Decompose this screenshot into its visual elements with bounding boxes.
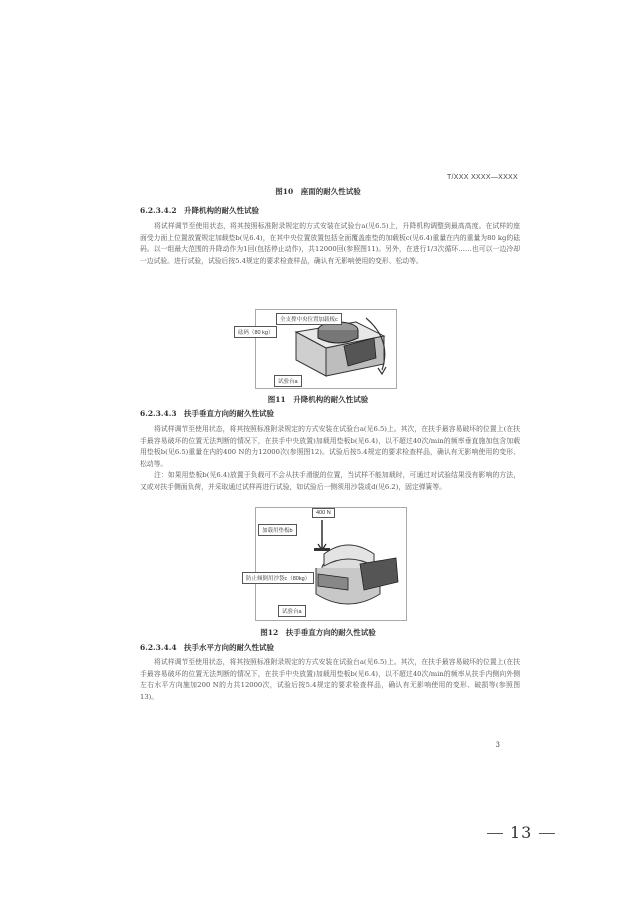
folio-dash-right — [539, 833, 555, 834]
section-paragraph-lift: 将试样调节至使用状态，将其按照标准附录规定的方式安装在试验台a(见6.5)上，升降机构调整到最高高度。在试样的座面受力面上位置放置规定加载垫b(见6.4)，在其中央位置放置包括全面覆盖座垫的加载板c(见6.4)重量在内的重量为80 kg的砝码。以一组最大范围的升降动作为1回(包括停止动作)，共12000回(参照图11)。另外，在进行1/3次循环……也可以一边冷却一边试验。进行试验，试验后按5.4规定的要求检查样品，确认有无影响使用的变形、松动等。 — [140, 222, 520, 265]
figure11-illustration — [238, 309, 397, 389]
section-paragraph-arm-vertical-2: 注：如果用垫板b(见6.4)放置于负载可不会从扶手滑脱的位置，当试样不能加载时，可通过对试验结果没有影响的方法，又或对扶手侧面负荷，并采取通过试样再进行试验，如试验后一侧须用沙袋或d(见6.2)，固定弹簧等。 — [140, 471, 520, 491]
inner-page-number: 3 — [495, 741, 500, 749]
section-heading-arm-horizontal: 6.2.3.4.4 扶手水平方向的耐久性试验 — [140, 643, 275, 652]
figure12-label-stand: 试验台a — [278, 605, 306, 617]
figure11-caption: 图11 升降机构的耐久性试验 — [267, 395, 369, 404]
figure12-caption: 图12 扶手垂直方向的耐久性试验 — [260, 628, 376, 637]
figure12-illustration — [246, 507, 407, 621]
figure12-label-pad: 加载用垫板b — [258, 524, 297, 536]
figure12-label-sandbag: 防止倾倒用沙袋c（80kg） — [242, 572, 314, 584]
figure10-caption: 图10 座面的耐久性试验 — [275, 187, 361, 196]
figure11-label-stand: 试验台a — [274, 375, 302, 387]
section-paragraph-arm-horizontal: 将试样调节至使用状态，将其按照标准附录规定的方式安装在试验台a(见6.5)上。其次，在扶手最容易破坏的位置上(在扶手最容易破坏的位置无法判断的情况下，在扶手中央放置)加载用垫板b(见6.4)，以不超过40次/min的频率从扶手内侧向外侧左右水平方向施加200 N的力共12000次，试验后按5.4规定的要求检查样品，确认有无影响使用的变形、破损等(参照图13)。 — [140, 658, 520, 701]
figure11-label-weight: 砝码（80 kg） — [234, 326, 277, 338]
folio-number: 13 — [510, 823, 533, 842]
section-paragraph-arm-vertical-1: 将试样调节至使用状态，将其按照标准附录规定的方式安装在试验台a(见6.5)上。其次，在扶手最容易破坏的位置上(在扶手最容易破坏的位置无法判断的情况下，在扶手中央放置)加载用垫板b(见6.4)，以不超过40次/min的频率垂直施加包含加载用垫板b(见6.5)重量在内的400 N的力12000次(参照图12)。试验后按5.4规定的要求检查样品，确认有无影响使用的变形、松动等。 — [140, 425, 520, 468]
page-folio — [480, 823, 562, 842]
section-heading-lift: 6.2.3.4.2 升降机构的耐久性试验 — [140, 206, 260, 215]
figure12-label-force: 400 N — [312, 508, 335, 518]
folio-dash-left — [487, 833, 503, 834]
figure11-label-top: 全支撑中央位置加载板c — [276, 313, 342, 325]
section-heading-arm-vertical: 6.2.3.4.3 扶手垂直方向的耐久性试验 — [140, 409, 275, 418]
document-code: T/XXX XXXX—XXXX — [446, 174, 518, 181]
